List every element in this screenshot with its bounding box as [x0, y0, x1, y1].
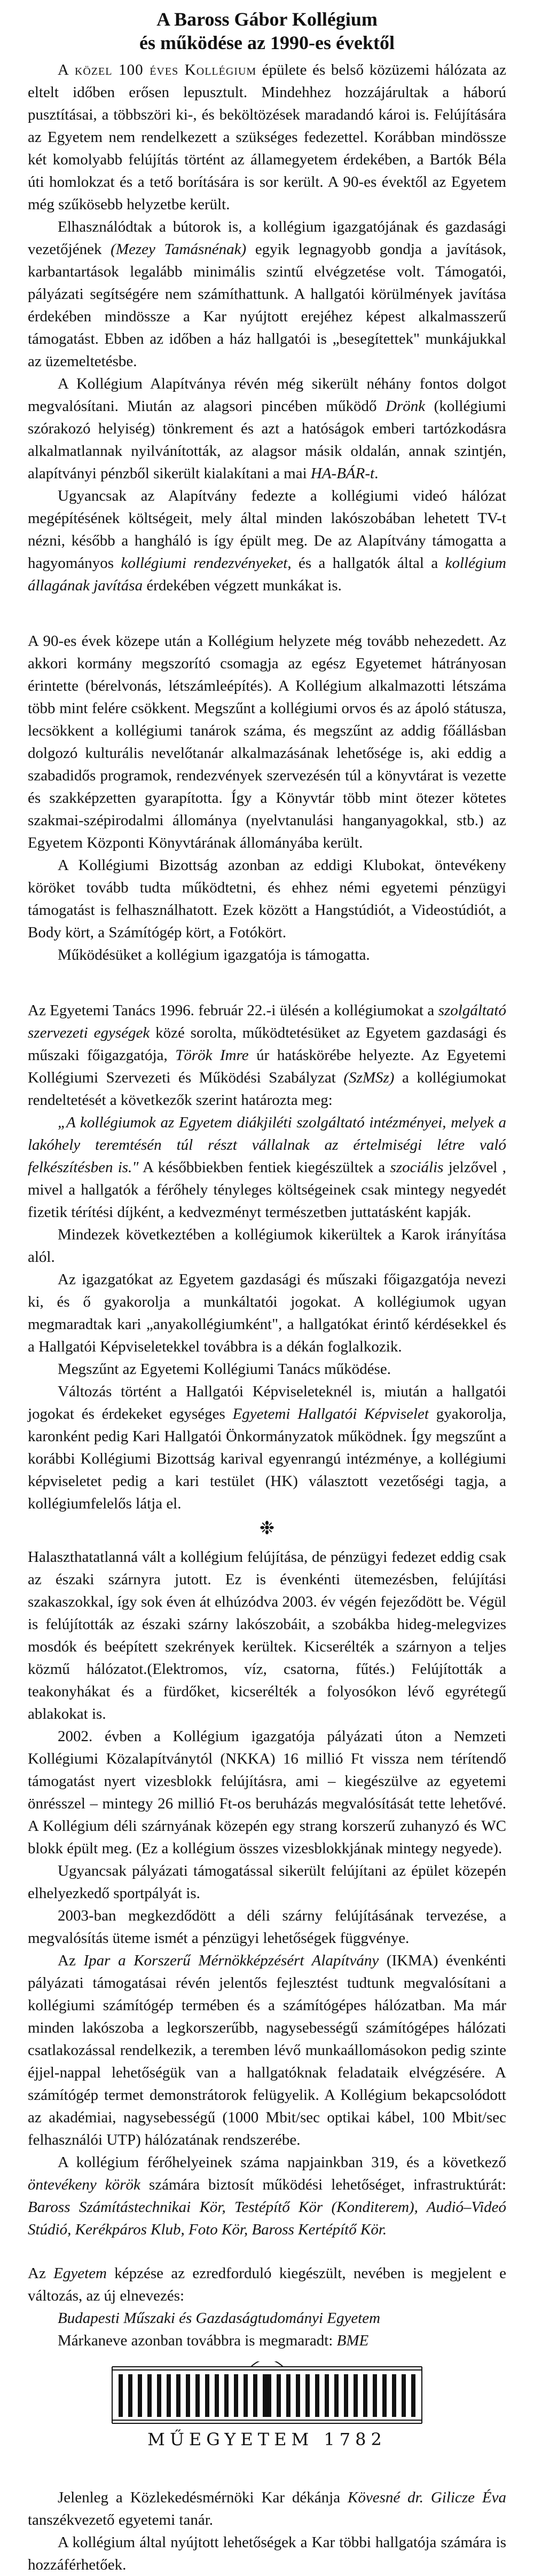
section-spacer — [28, 2454, 506, 2486]
paragraph: Elhasználódtak a bútorok is, a kollégium igazgatójának és gazdasági vezetőjének (Mezey Tamásnénak) egyik legnagyobb gondja a javítások, karbantartások legalább minimális szintű elvégzetése volt. Támogatói, pályázati segítségére nem számíthattunk. A hallgatói körülmények javítása érdekében mindössze a Kar nyújtott erejéhez képest alkalmasszerű támogatást. Ebben az időben a ház hallgatói is „besegítettek" munkájukkal az üzemeltetésbe. — [28, 218, 506, 370]
paragraph: Működésüket a kollégium igazgatója is támogatta. — [58, 946, 370, 963]
paragraph: „A kollégiumok az Egyetem diákjiléti szolgáltató intézményei, melyek a lakóhely teremtésén túl részt vállalnak az értelmiségi létre való felkészítésben is." A későbbiekben fentiek kiegészültek a szociális jelzővel , mivel a hallgatók a férőhely tényleges költségeinek csak mintegy negyedét fizetik térítési díjként, a kedvezményt természetben juttatásként kapják. — [28, 1114, 506, 1221]
paragraph: Budapesti Műszaki és Gazdaságtudományi Egyetem — [58, 2310, 381, 2327]
paragraph: Az Egyetemi Tanács 1996. február 22.-i ülésén a kollégiumokat a szolgáltató szervezeti egységek közé sorolta, működtetésüket az Egyetem gazdasági és műszaki főigazgatója, Török Imre úr hatáskörébe helyezte. Az Egyetemi Kollégiumi Szervezeti és Működési Szabályzat (SzMSz) a kollégiumokat rendeltetését a következők szerint határozta meg: — [28, 1002, 506, 1109]
paragraph: 2002. évben a Kollégium igazgatója pályázati úton a Nemzeti Kollégiumi Közalapítványtól (NKKA) 16 millió Ft vissza nem térítendő támogatást nyert vizesblokk felújításra, ami – kiegészülve az egyetemi önrésszel – mintegy 26 millió Ft-os beruházás megvalósítását tette lehetővé. A Kollégium déli szárnyának közepén egy strang korszerű zuhanyzó és WC blokk épült meg. (Ez a kollégium összes vizesblokkjának mintegy negyede). — [28, 1728, 506, 1857]
paragraph: Az Ipar a Korszerű Mérnökképzésért Alapítvány (IKMA) évenkénti pályázati támogatásai révén jelentős fejlesztést tudtunk megvalósítani a kollégiumi számítógép termében és a számítógépes hálózatban. Ma már minden lakószoba a legkorszerűbb, nagysebességű számítógépes hálózati csatlakozással rendelkezik, a teremben lévő munkaállomásokon pedig szinte éjjel-nappal lehetőségük van a hallgatóknak feladataik elvégzésére. A számítógép termet demonstrátorok felügyelik. A Kollégium bekapcsolódott az akadémiai, nagysebességű (1000 Mbit/sec optikai kábel, 100 Mbit/sec felhasználói UTP) hálózatának rendszerébe. — [28, 1952, 506, 2148]
muegyetem-logo — [28, 2361, 506, 2450]
paragraph: A Kollégiumi Bizottság azonban az eddigi Klubokat, öntevékeny köröket tovább tudta működtetni, és ehhez némi egyetemi pénzügyi támogatást is felhasználhatott. Ezek között a Hangstúdiót, a Videostúdiót, a Body kört, a Számítógép kört, a Fotókört. — [28, 857, 506, 941]
paragraph: 2003-ban megkezdődött a déli szárny felújításának tervezése, a megvalósítás üteme ismét a pénzügyi lehetőségek függvénye. — [28, 1907, 506, 1947]
section-spacer — [28, 966, 506, 999]
title-line-2: és működése az 1990-es évektől — [139, 32, 395, 53]
title-line-1: A Baross Gábor Kollégium — [156, 9, 378, 30]
section-spacer — [28, 597, 506, 630]
paragraph: Ugyancsak az Alapítvány fedezte a kollégiumi videó hálózat megépítésének költségeit, mely által minden lakószobában lehetett TV-t nézni, később a hangháló is így épült meg. De az Alapítvány támogatta a hagyományos kollégiumi rendezvényeket, és a hallgatók által a kollégium állagának javítása érdekében végzett munkákat is. — [28, 487, 506, 594]
lead-in: A közel 100 éves Kollégium — [58, 61, 257, 78]
section-renovation-history — [28, 59, 506, 597]
ornament-divider: ❉ — [259, 1519, 275, 1538]
paragraph: Jelenleg a Közlekedésmérnöki Kar dékánja Kövesné dr. Gilicze Éva tanszékvezető egyetemi tanár. — [28, 2489, 506, 2528]
paragraph: Mindezek következtében a kollégiumok kikerültek a Karok irányítása alól. — [28, 1226, 506, 1266]
paragraph: Változás történt a Hallgatói Képviseleteknél is, miután a hallgatói jogokat és érdekeket egységes Egyetemi Hallgatói Képviselet gyakorolja, karonként pedig Kari Hallgatói Önkormányzatok működnek. Így megszűnt a korábbi Kollégiumi Bizottság karival egyenrangú intézménye, a kollégiumi képviseletet pedig a kari testület (HK) választott vezetőségi tagja, a kollégiumfelelős látja el. — [28, 1383, 506, 1512]
section-university-council — [28, 999, 506, 1515]
paragraph: A 90-es évek közepe után a Kollégium helyzete még tovább nehezedett. Az akkori kormány megszorító csomagja az egész Egyetemet hátrányosan érintette (bérelvonás, létszámleépítés). A Kollégium alkalmazotti létszáma több mint felére csökkent. Megszűnt a kollégiumi orvos és az ápoló státusza, lecsökkent a kollégiumi tanárok száma, és megszűnt az addig főállásban dolgozó kulturális nevelőtanár alkalmazásának lehetősége is, aki eddig a szabadidős programok, rendezvények szervezésén túl a könyvtárat is vezette és szakképzetten gyarapította. Így a Könyvtár több mint ötezer kötetes szakmai-szépirodalmi állománya (nyelvtanulási hanganyagokkal, stb.) az Egyetem Központi Könyvtárának állományába került. — [28, 633, 506, 851]
paragraph: A kollégium férőhelyeinek száma napjainkban 319, és a következő öntevékeny körök számára biztosít működési lehetőséget, infrastruktúrát: Baross Számítástechnikai Kör, Testépítő Kör (Konditerem), Audió–Videó Stúdió, Kerékpáros Klub, Foto Kör, Baross Kertépítő Kör. — [28, 2154, 506, 2238]
building-facade-icon — [107, 2361, 427, 2425]
paragraph: Márkaneve azonban továbbra is megmaradt: BME — [58, 2332, 369, 2349]
paragraph: Az igazgatókat az Egyetem gazdasági és műszaki főigazgatója nevezi ki, és ő gyakorolja a munkáltatói jogokat. A kollégiumok ugyan megmaradtak kari „anyakollégiumként", a hallgatókat érintő kérdésekkel és a Hallgatói Képviseletekkel továbbra is a dékán foglalkozik. — [28, 1271, 506, 1355]
paragraph: Halaszthatatlanná vált a kollégium felújítása, de pénzügyi fedezet eddig csak az északi szárnyra jutott. Ez is évenkénti ütemezésben, felújítási szakaszokkal, így sok éven át elhúzódva 2003. év végén fejeződött be. Végül is felújították az északi szárny lakószobáit, a szobákba hideg-melegvizes mosdók és beépített szekrények kerültek. Kicserélték a szárnyon a teljes közmű hálózatot.(Elektromos, víz, csatorna, fűtés.) Felújították a teakonyhákat és a fürdőket, kicserélték a folyosókon lévő egyrétegű ablakokat is. — [28, 1548, 506, 1722]
paragraph: A kollégium által nyújtott lehetőségek a Kar többi hallgatója számára is hozzáférhetőek. — [28, 2534, 506, 2573]
paragraph: Az Egyetem képzése az ezredforduló kiegészült, nevében is megjelent e változás, az új elnevezés: — [28, 2265, 506, 2304]
section-current-dean — [28, 2486, 506, 2576]
paragraph: Ugyancsak pályázati támogatással sikerült felújítani az épület közepén elhelyezkedő sportpályát is. — [28, 1862, 506, 1902]
paragraph: A közel 100 éves Kollégium épülete és belső közüzemi hálózata az eltelt időben erősen lepusztult. Mindehhez hozzájárultak a háború pusztításai, a többszöri ki-, és beköltözések maradandó károi is. Felújítására az Egyetem nem rendelkezett a szükséges fedezettel. Korábban mindössze két komolyabb felújítás történt az államegyetem érdekében, a Bartók Béla úti homlokzat és a tető borítására is sor került. A 90-es évektől az Egyetem még szűkösebb helyzetbe került. — [28, 61, 506, 213]
paragraph: Megszűnt az Egyetemi Kollégiumi Tanács működése. — [58, 1361, 391, 1378]
section-cutbacks — [28, 630, 506, 966]
document-title — [28, 7, 506, 54]
logo-caption: MŰEGYETEM 1782 — [147, 2429, 387, 2449]
section-refurbishment — [28, 1546, 506, 2352]
paragraph: A Kollégium Alapítványa révén még sikerült néhány fontos dolgot megvalósítani. Miután az alagsori pincében működő Drönk (kollégiumi szórakozó helyiség) tönkrement és azt a hatóságok emberi tartózkodásra alkalmatlannak nyilvánították, az alagsor másik oldalán, annak szintjén, alapítványi pénzből sikerült kialakítani a mai HA-BÁR-t. — [28, 375, 506, 482]
